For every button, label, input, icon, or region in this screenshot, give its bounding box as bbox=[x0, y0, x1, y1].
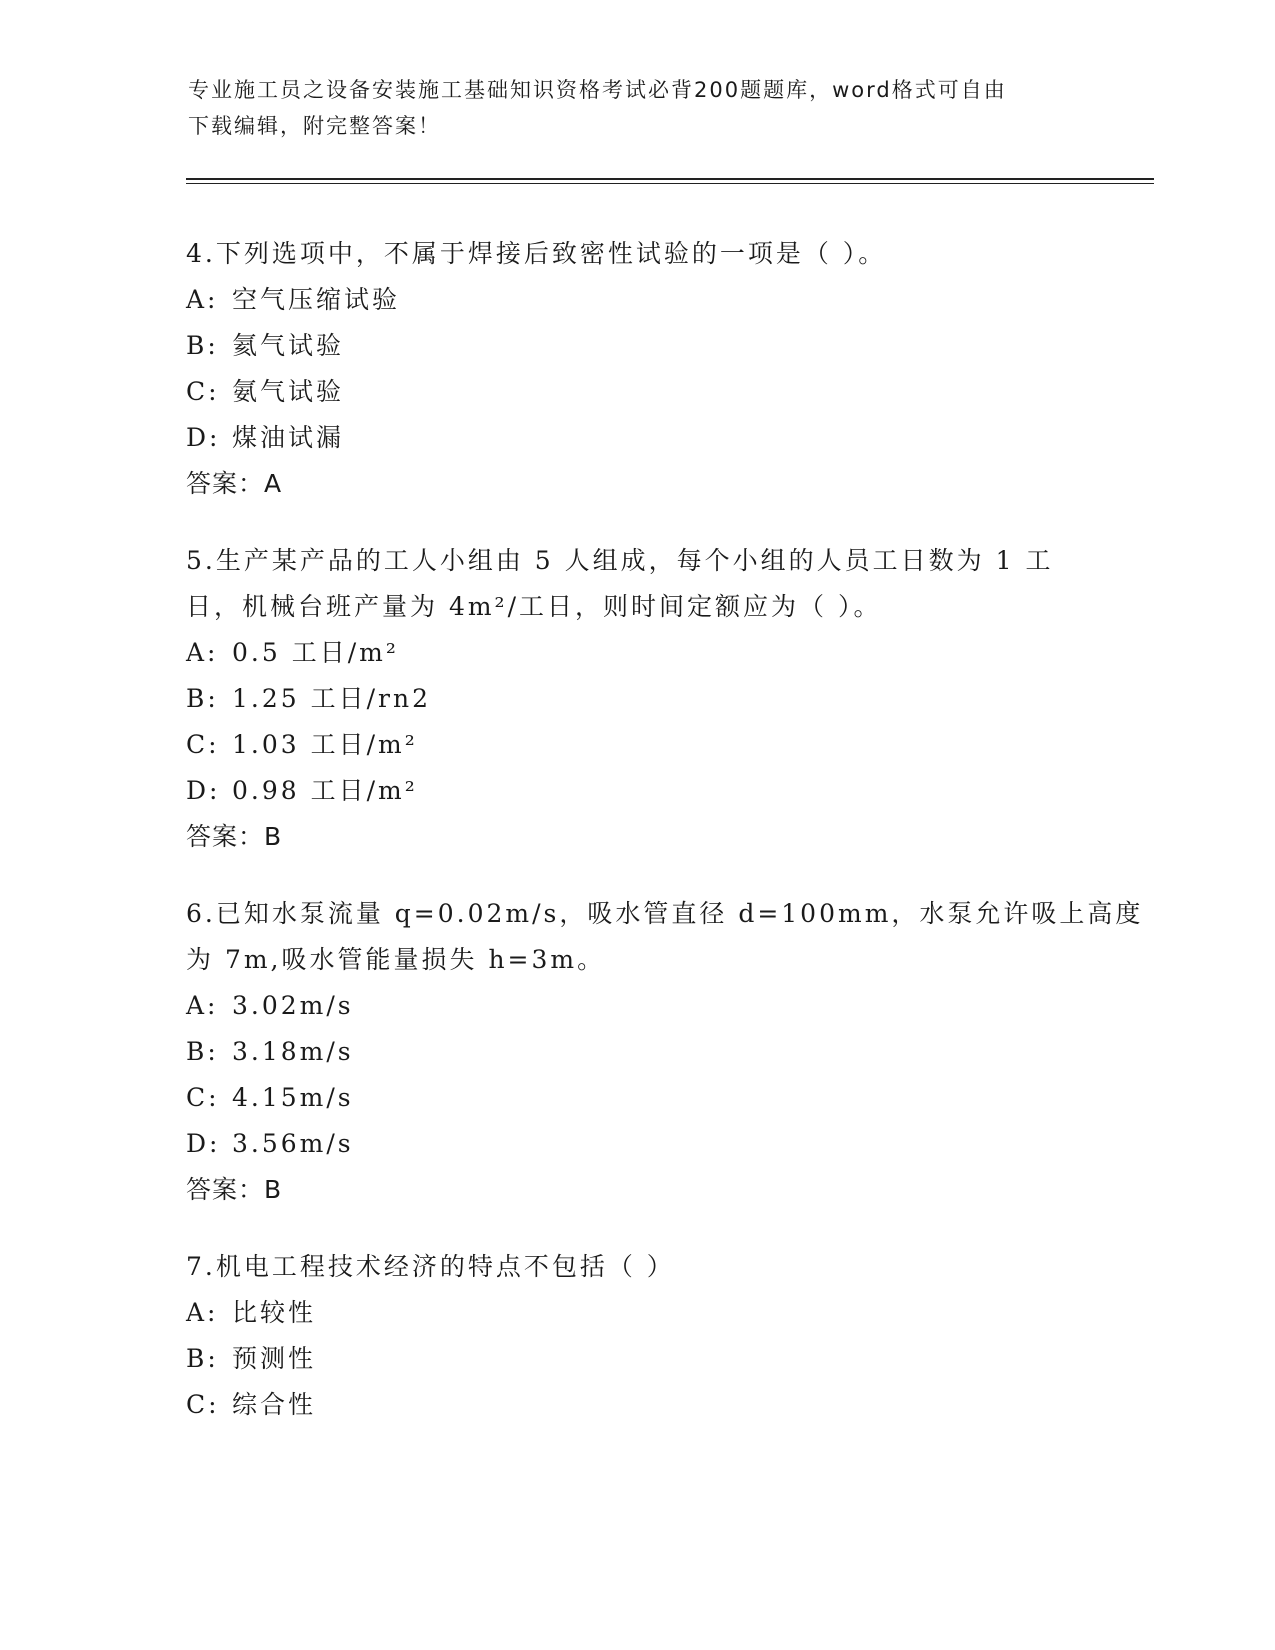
option-a bbox=[186, 630, 1086, 676]
header-line-2: 下载编辑，附完整答案！ bbox=[188, 114, 441, 138]
option-d bbox=[186, 768, 1086, 814]
option-text: 3.02m/s bbox=[232, 991, 354, 1020]
question-list bbox=[186, 231, 1144, 1459]
option-text: 煤油试漏 bbox=[232, 423, 345, 452]
header-line-1: 专业施工员之设备安装施工基础知识资格考试必背200题题库，word格式可自由 bbox=[188, 78, 1007, 102]
option-text: 4.15m/s bbox=[232, 1083, 354, 1112]
option-a bbox=[186, 1290, 1086, 1336]
option-letter: D: bbox=[186, 1129, 221, 1158]
option-d bbox=[186, 415, 1086, 461]
question-stem: 4.下列选项中，不属于焊接后致密性试验的一项是（ ）。 bbox=[186, 239, 887, 268]
option-c bbox=[186, 369, 1086, 415]
option-c bbox=[186, 1382, 1086, 1428]
header-divider-thin bbox=[186, 183, 1154, 184]
answer-line: 答案：A bbox=[186, 469, 283, 498]
option-text: 氦气试验 bbox=[232, 331, 345, 360]
option-b bbox=[186, 323, 1086, 369]
option-b bbox=[186, 1029, 1086, 1075]
answer-line: 答案：B bbox=[186, 822, 283, 851]
question-stem-continued: 为 7m,吸水管能量损失 h=3m。 bbox=[186, 945, 606, 974]
option-text: 1.25 工日/rn2 bbox=[232, 684, 431, 713]
option-letter: B: bbox=[186, 331, 219, 360]
option-letter: D: bbox=[186, 423, 221, 452]
option-c bbox=[186, 1075, 1086, 1121]
option-b bbox=[186, 1336, 1086, 1382]
question-stem: 6.已知水泵流量 q=0.02m/s，吸水管直径 d=100mm，水泵允许吸上高度 bbox=[186, 899, 1144, 928]
document-header bbox=[188, 72, 1068, 144]
option-a bbox=[186, 277, 1086, 323]
option-text: 3.56m/s bbox=[232, 1129, 354, 1158]
option-text: 氨气试验 bbox=[232, 377, 345, 406]
question-4 bbox=[186, 231, 1086, 507]
question-7 bbox=[186, 1244, 1086, 1428]
option-text: 0.5 工日/m² bbox=[232, 638, 399, 667]
option-letter: A: bbox=[186, 1298, 219, 1327]
header-divider-thick bbox=[186, 178, 1154, 180]
option-letter: B: bbox=[186, 684, 219, 713]
question-stem: 5.生产某产品的工人小组由 5 人组成，每个小组的人员工日数为 1 工 bbox=[186, 546, 1054, 575]
option-text: 综合性 bbox=[232, 1390, 317, 1419]
option-a bbox=[186, 983, 1086, 1029]
option-d bbox=[186, 1121, 1086, 1167]
answer-line: 答案：B bbox=[186, 1175, 283, 1204]
option-letter: C: bbox=[186, 1390, 220, 1419]
option-letter: A: bbox=[186, 285, 219, 314]
option-text: 比较性 bbox=[232, 1298, 317, 1327]
option-letter: B: bbox=[186, 1344, 219, 1373]
option-letter: C: bbox=[186, 377, 220, 406]
option-letter: A: bbox=[186, 638, 219, 667]
option-c bbox=[186, 722, 1086, 768]
option-letter: A: bbox=[186, 991, 219, 1020]
question-6 bbox=[186, 891, 1144, 1213]
option-letter: C: bbox=[186, 730, 220, 759]
question-5 bbox=[186, 538, 1086, 860]
option-text: 0.98 工日/m² bbox=[232, 776, 418, 805]
option-b bbox=[186, 676, 1086, 722]
option-letter: D: bbox=[186, 776, 221, 805]
option-letter: C: bbox=[186, 1083, 220, 1112]
option-text: 3.18m/s bbox=[232, 1037, 354, 1066]
option-text: 预测性 bbox=[232, 1344, 317, 1373]
option-text: 空气压缩试验 bbox=[232, 285, 401, 314]
option-letter: B: bbox=[186, 1037, 219, 1066]
question-stem: 7.机电工程技术经济的特点不包括（ ） bbox=[186, 1252, 675, 1281]
question-stem-continued: 日，机械台班产量为 4m²/工日，则时间定额应为（ ）。 bbox=[186, 592, 882, 621]
option-text: 1.03 工日/m² bbox=[232, 730, 418, 759]
